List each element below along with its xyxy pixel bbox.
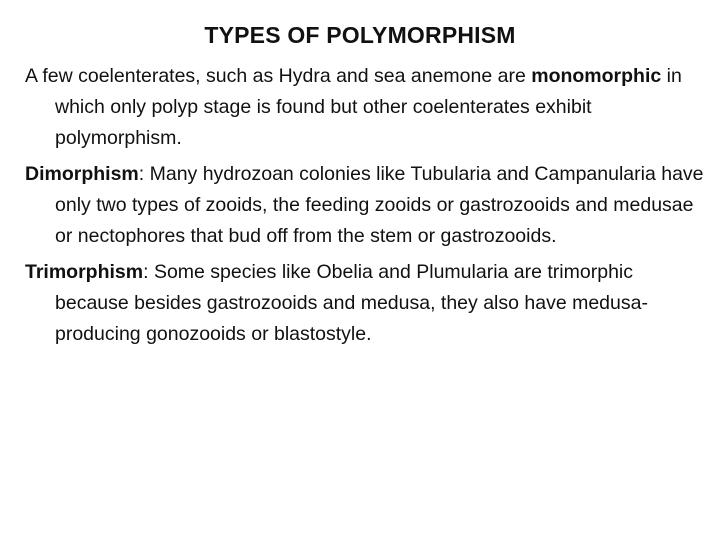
paragraph-text: : Some species like Obelia and Plumularia are trimorphic because besides gastrozooids and medusa, they also have medusa-producing gonozooids or blastostyle. [55, 261, 648, 345]
paragraph-dimorphism [25, 159, 705, 252]
paragraph-text: in which only polyp stage is found but other coelenterates exhibit polymorphism. [55, 65, 682, 149]
paragraph-lead-text: A few coelenterates, such as Hydra and sea anemone are [25, 65, 532, 87]
term-dimorphism: Dimorphism [25, 163, 139, 185]
slide-title: TYPES OF POLYMORPHISM [204, 22, 516, 48]
term-trimorphism: Trimorphism [25, 261, 144, 283]
paragraph-trimorphism [25, 257, 705, 350]
paragraph-text: : Many hydrozoan colonies like Tubularia and Campanularia have only two types of zooids, the feeding zooids or gastrozooids and medusae or nectophores that bud off from the stem or gastrozooids. [55, 163, 704, 247]
slide-body [25, 61, 705, 350]
term-monomorphic: monomorphic [531, 65, 662, 87]
paragraph-monomorphism [25, 61, 705, 154]
